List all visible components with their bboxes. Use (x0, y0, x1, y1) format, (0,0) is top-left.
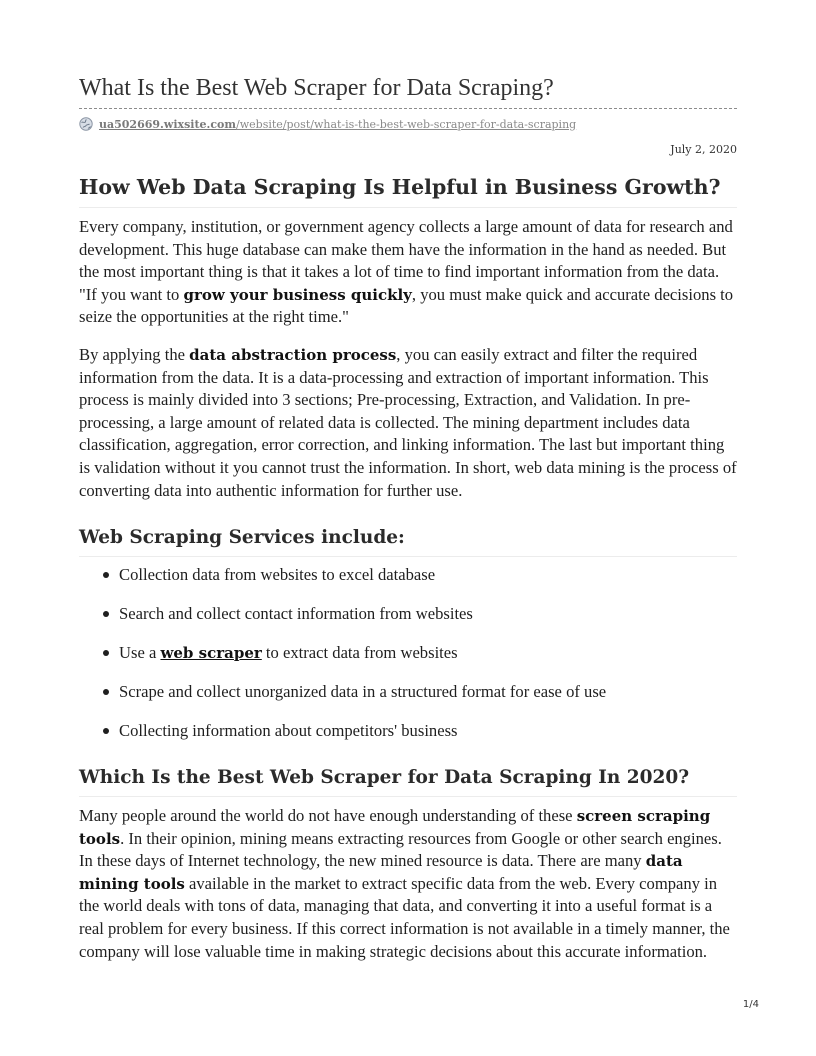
bold-phrase: data abstraction process (189, 346, 397, 364)
source-domain[interactable]: ua502669.wixsite.com (99, 117, 237, 131)
source-path[interactable]: /website/post/what-is-the-best-web-scraper-for-data-scraping (236, 117, 577, 131)
page-title: What Is the Best Web Scraper for Data Scraping? (79, 75, 554, 101)
list-item (79, 642, 737, 681)
list-item (79, 564, 737, 603)
page-number: 1/4 (742, 999, 759, 1010)
bullet-icon (103, 689, 109, 695)
services-list (79, 564, 737, 759)
source-link[interactable] (79, 115, 576, 133)
bullet-icon (103, 650, 109, 656)
text-run: Many people around the world do not have enough understanding of these (79, 806, 577, 825)
section-heading-growth: How Web Data Scraping Is Helpful in Business Growth? (79, 174, 737, 208)
paragraph-scraping-tools (79, 805, 739, 963)
list-item (79, 681, 737, 720)
publish-date: July 2, 2020 (670, 143, 737, 156)
bold-phrase: data mining tools (79, 852, 683, 893)
list-item-text: Collecting information about competitors' business (119, 721, 458, 740)
paragraph-growth-intro (79, 216, 739, 329)
list-item (79, 603, 737, 642)
paragraph-data-abstraction (79, 344, 739, 502)
bullet-icon (103, 728, 109, 734)
bold-phrase: grow your business quickly (183, 285, 412, 304)
text-run: available in the market to extract specific data from the web. Every company in the world deals with tons of data, managing that data, and converting it into a useful format is a real problem for every business. If this correct information is not available in a timely manner, the company will lose valuable time in making strategic decisions about this accurate information. (79, 873, 730, 961)
text-run: , you can easily extract and filter the required information from the data. It is a data-processing and extraction of important information. This process is mainly divided into 3 sections; Pre-processing, Extraction, and Validation. In pre-processing, a large amount of related data is collected. The mining department includes data classification, aggregation, error correction, and linking information. The last but important thing is validation without it you cannot trust the information. In short, web data mining is the process of converting data into authentic information for further use. (79, 345, 737, 500)
list-item-text: Collection data from websites to excel database (119, 565, 436, 584)
list-item-text: Use a (119, 643, 161, 662)
section-heading-best-scraper: Which Is the Best Web Scraper for Data Scraping In 2020? (79, 765, 737, 797)
list-item (79, 720, 737, 759)
bullet-icon (103, 611, 109, 617)
text-run: , you must make quick and accurate decisions to seize the opportunities at the right time." (79, 284, 734, 327)
text-run: . In their opinion, mining means extracting resources from Google or other search engines. In these days of Internet technology, the new mined resource is data. There are many (79, 828, 722, 871)
section-heading-services: Web Scraping Services include: (79, 525, 737, 557)
bold-phrase: screen scraping tools (79, 807, 711, 848)
web-scraper-link[interactable]: web scraper (160, 644, 262, 662)
list-item-text: Scrape and collect unorganized data in a structured format for ease of use (119, 682, 607, 701)
text-run: By applying the (79, 345, 190, 364)
globe-icon (79, 117, 93, 131)
text-run: Every company, institution, or government agency collects a large amount of data for research and development. This huge database can make them have the information in the hand as needed. But the most important thing is that it takes a lot of time to find important information from the data. "If you want to (79, 217, 733, 304)
list-item-text: Search and collect contact information from websites (119, 604, 473, 623)
bullet-icon (103, 572, 109, 578)
title-divider (79, 108, 737, 109)
list-item-text: to extract data from websites (261, 643, 458, 662)
